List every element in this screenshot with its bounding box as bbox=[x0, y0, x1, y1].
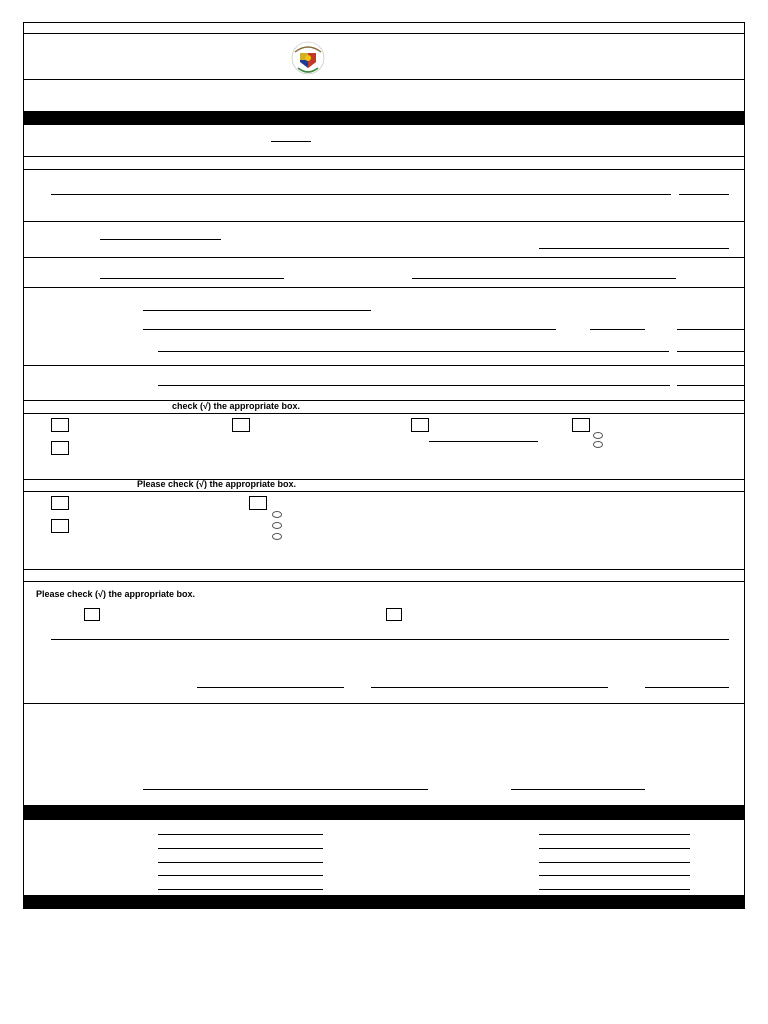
field-underline[interactable] bbox=[143, 310, 371, 311]
section-rule bbox=[23, 569, 745, 570]
checkbox[interactable] bbox=[572, 418, 590, 432]
header-top-rule bbox=[23, 33, 745, 34]
field-underline[interactable] bbox=[143, 329, 556, 330]
checkbox[interactable] bbox=[386, 608, 402, 621]
field-underline[interactable] bbox=[679, 194, 729, 195]
title-bar bbox=[23, 111, 745, 125]
field-underline[interactable] bbox=[429, 441, 538, 442]
office-use-line[interactable] bbox=[539, 875, 690, 876]
field-underline[interactable] bbox=[412, 278, 676, 279]
field-underline[interactable] bbox=[51, 639, 729, 640]
section-rule bbox=[23, 491, 745, 492]
civil-status-note: Please check (√) the appropriate box. bbox=[137, 479, 296, 489]
field-underline[interactable] bbox=[100, 278, 284, 279]
field-underline[interactable] bbox=[677, 385, 745, 386]
field-underline[interactable] bbox=[645, 687, 729, 688]
form-top-rule bbox=[23, 22, 745, 23]
section-rule bbox=[23, 703, 745, 704]
field-underline[interactable] bbox=[158, 351, 669, 352]
field-underline[interactable] bbox=[100, 239, 221, 240]
office-use-line[interactable] bbox=[539, 848, 690, 849]
checkbox[interactable] bbox=[51, 441, 69, 455]
office-use-line[interactable] bbox=[158, 834, 323, 835]
checkbox[interactable] bbox=[51, 418, 69, 432]
date-line[interactable] bbox=[511, 789, 645, 790]
field-underline[interactable] bbox=[158, 385, 670, 386]
radio-option[interactable] bbox=[593, 441, 603, 448]
office-use-bar bbox=[23, 805, 745, 820]
section-rule bbox=[23, 581, 745, 582]
office-use-line[interactable] bbox=[539, 834, 690, 835]
signature-line[interactable] bbox=[143, 789, 428, 790]
section-rule bbox=[23, 156, 745, 157]
section-rule bbox=[23, 413, 745, 414]
field-underline[interactable] bbox=[197, 687, 344, 688]
radio-option[interactable] bbox=[593, 432, 603, 439]
checkbox[interactable] bbox=[51, 519, 69, 533]
office-use-line[interactable] bbox=[158, 889, 323, 890]
office-use-line[interactable] bbox=[158, 848, 323, 849]
field-underline[interactable] bbox=[677, 351, 745, 352]
employment-status-note: check (√) the appropriate box. bbox=[172, 401, 300, 411]
header-bottom-rule bbox=[23, 79, 745, 80]
checkbox[interactable] bbox=[411, 418, 429, 432]
field-underline[interactable] bbox=[271, 141, 311, 142]
field-underline[interactable] bbox=[371, 687, 608, 688]
field-underline[interactable] bbox=[590, 329, 645, 330]
footer-bar bbox=[23, 895, 745, 909]
section-rule bbox=[23, 479, 745, 480]
checkbox[interactable] bbox=[51, 496, 69, 510]
section-rule bbox=[23, 169, 745, 170]
purpose-note: Please check (√) the appropriate box. bbox=[36, 589, 195, 599]
field-underline[interactable] bbox=[677, 329, 745, 330]
section-rule bbox=[23, 365, 745, 366]
section-rule bbox=[23, 287, 745, 288]
field-underline[interactable] bbox=[539, 248, 729, 249]
republic-seal-icon bbox=[290, 40, 326, 76]
office-use-line[interactable] bbox=[539, 862, 690, 863]
field-underline[interactable] bbox=[51, 194, 671, 195]
radio-option[interactable] bbox=[272, 533, 282, 540]
checkbox[interactable] bbox=[232, 418, 250, 432]
section-rule bbox=[23, 221, 745, 222]
checkbox[interactable] bbox=[249, 496, 267, 510]
radio-option[interactable] bbox=[272, 522, 282, 529]
office-use-line[interactable] bbox=[158, 862, 323, 863]
office-use-line[interactable] bbox=[158, 875, 323, 876]
section-rule bbox=[23, 400, 745, 401]
radio-option[interactable] bbox=[272, 511, 282, 518]
section-rule bbox=[23, 257, 745, 258]
checkbox[interactable] bbox=[84, 608, 100, 621]
office-use-line[interactable] bbox=[539, 889, 690, 890]
